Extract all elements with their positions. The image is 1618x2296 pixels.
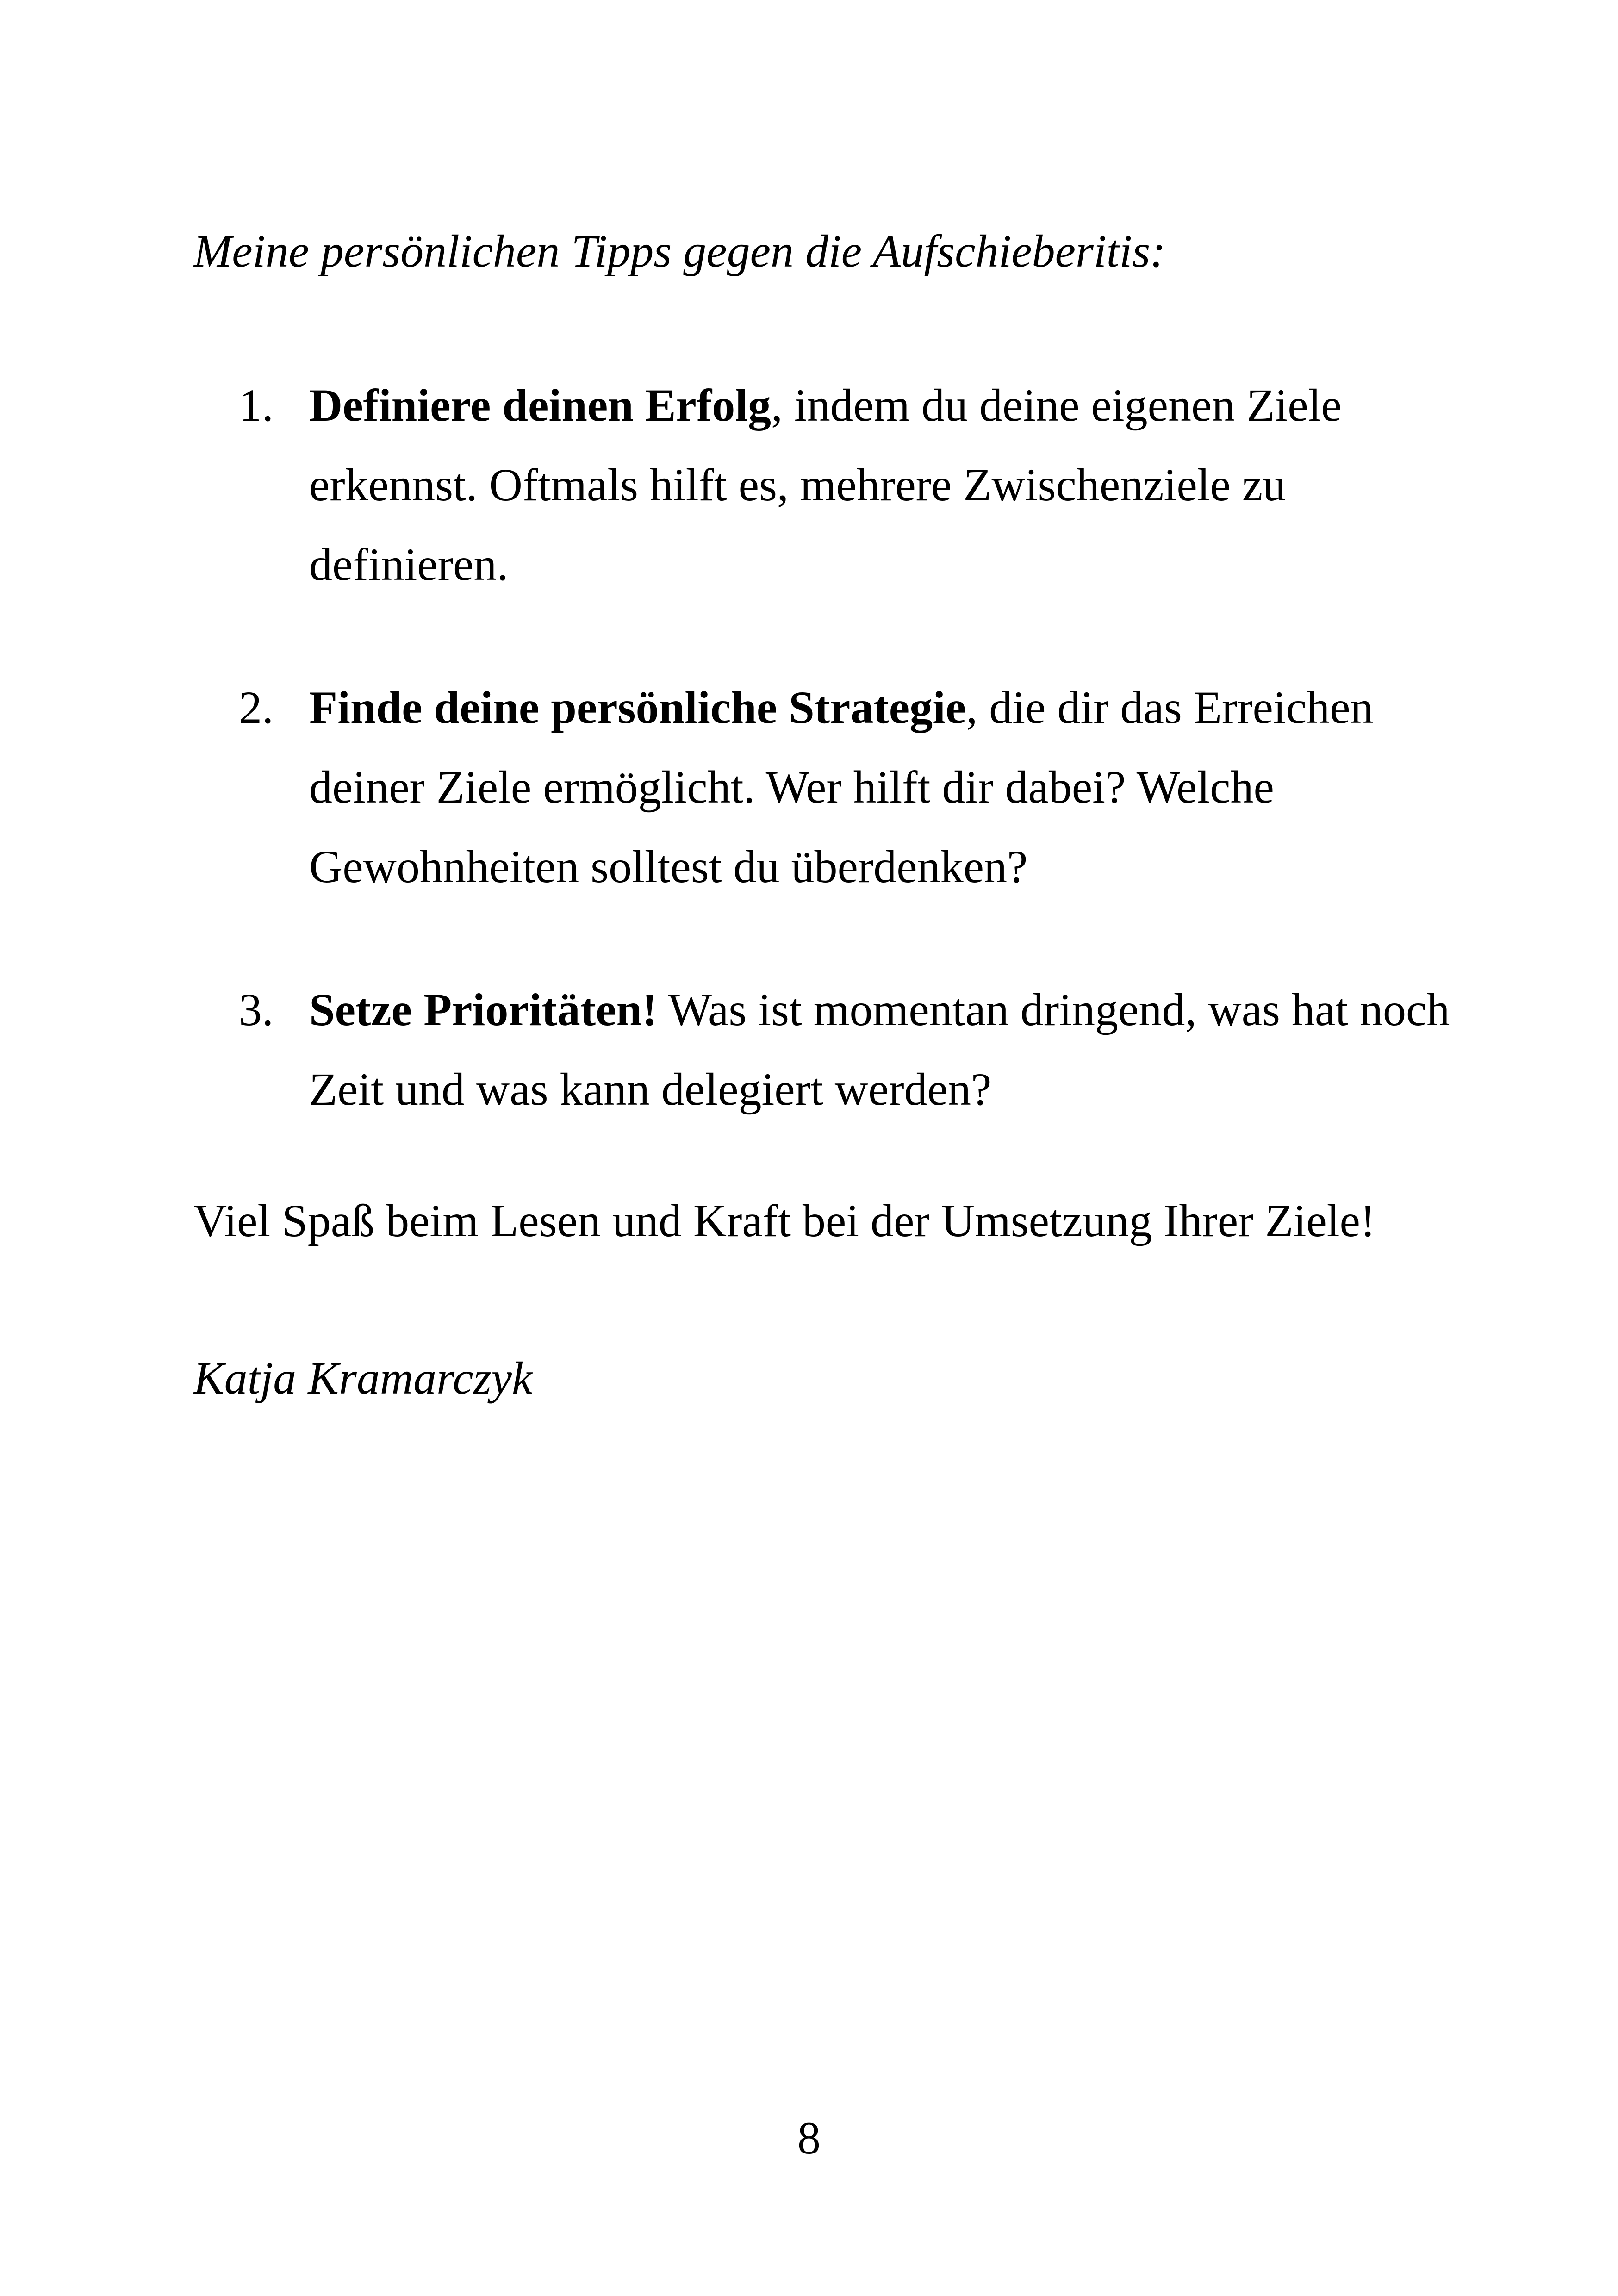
tip-title: Finde deine persönliche Strategie <box>309 682 966 733</box>
author-signature: Katja Kramarczyk <box>193 1352 533 1404</box>
tip-title: Setze Prioritäten! <box>309 984 658 1035</box>
closing-text: Viel Spaß beim Lesen und Kraft bei der Umsetzung Ihrer Ziele! <box>193 1195 1376 1246</box>
tip-title: Definiere deinen Erfolg <box>309 380 771 431</box>
tip-text <box>309 668 1494 907</box>
tip-number: 3. <box>239 984 274 1035</box>
tip-description: , indem du deine eigenen Ziele erkennst. Oftmals hilft es, mehrere Zwischenziele zu definieren. <box>309 380 1342 590</box>
page-number: 8 <box>797 2112 821 2164</box>
tip-text <box>309 366 1494 604</box>
tip-description: , die dir das Erreichen deiner Ziele ermöglicht. Wer hilft dir dabei? Welche Gewohnheiten solltest du überdenken? <box>309 682 1374 892</box>
intro-heading: Meine persönlichen Tipps gegen die Aufschieberitis: <box>193 225 1166 277</box>
tip-description: Was ist momentan dringend, was hat noch Zeit und was kann delegiert werden? <box>309 984 1450 1115</box>
tip-text <box>309 970 1494 1129</box>
tip-number: 2. <box>239 682 274 733</box>
tip-number: 1. <box>239 380 274 431</box>
